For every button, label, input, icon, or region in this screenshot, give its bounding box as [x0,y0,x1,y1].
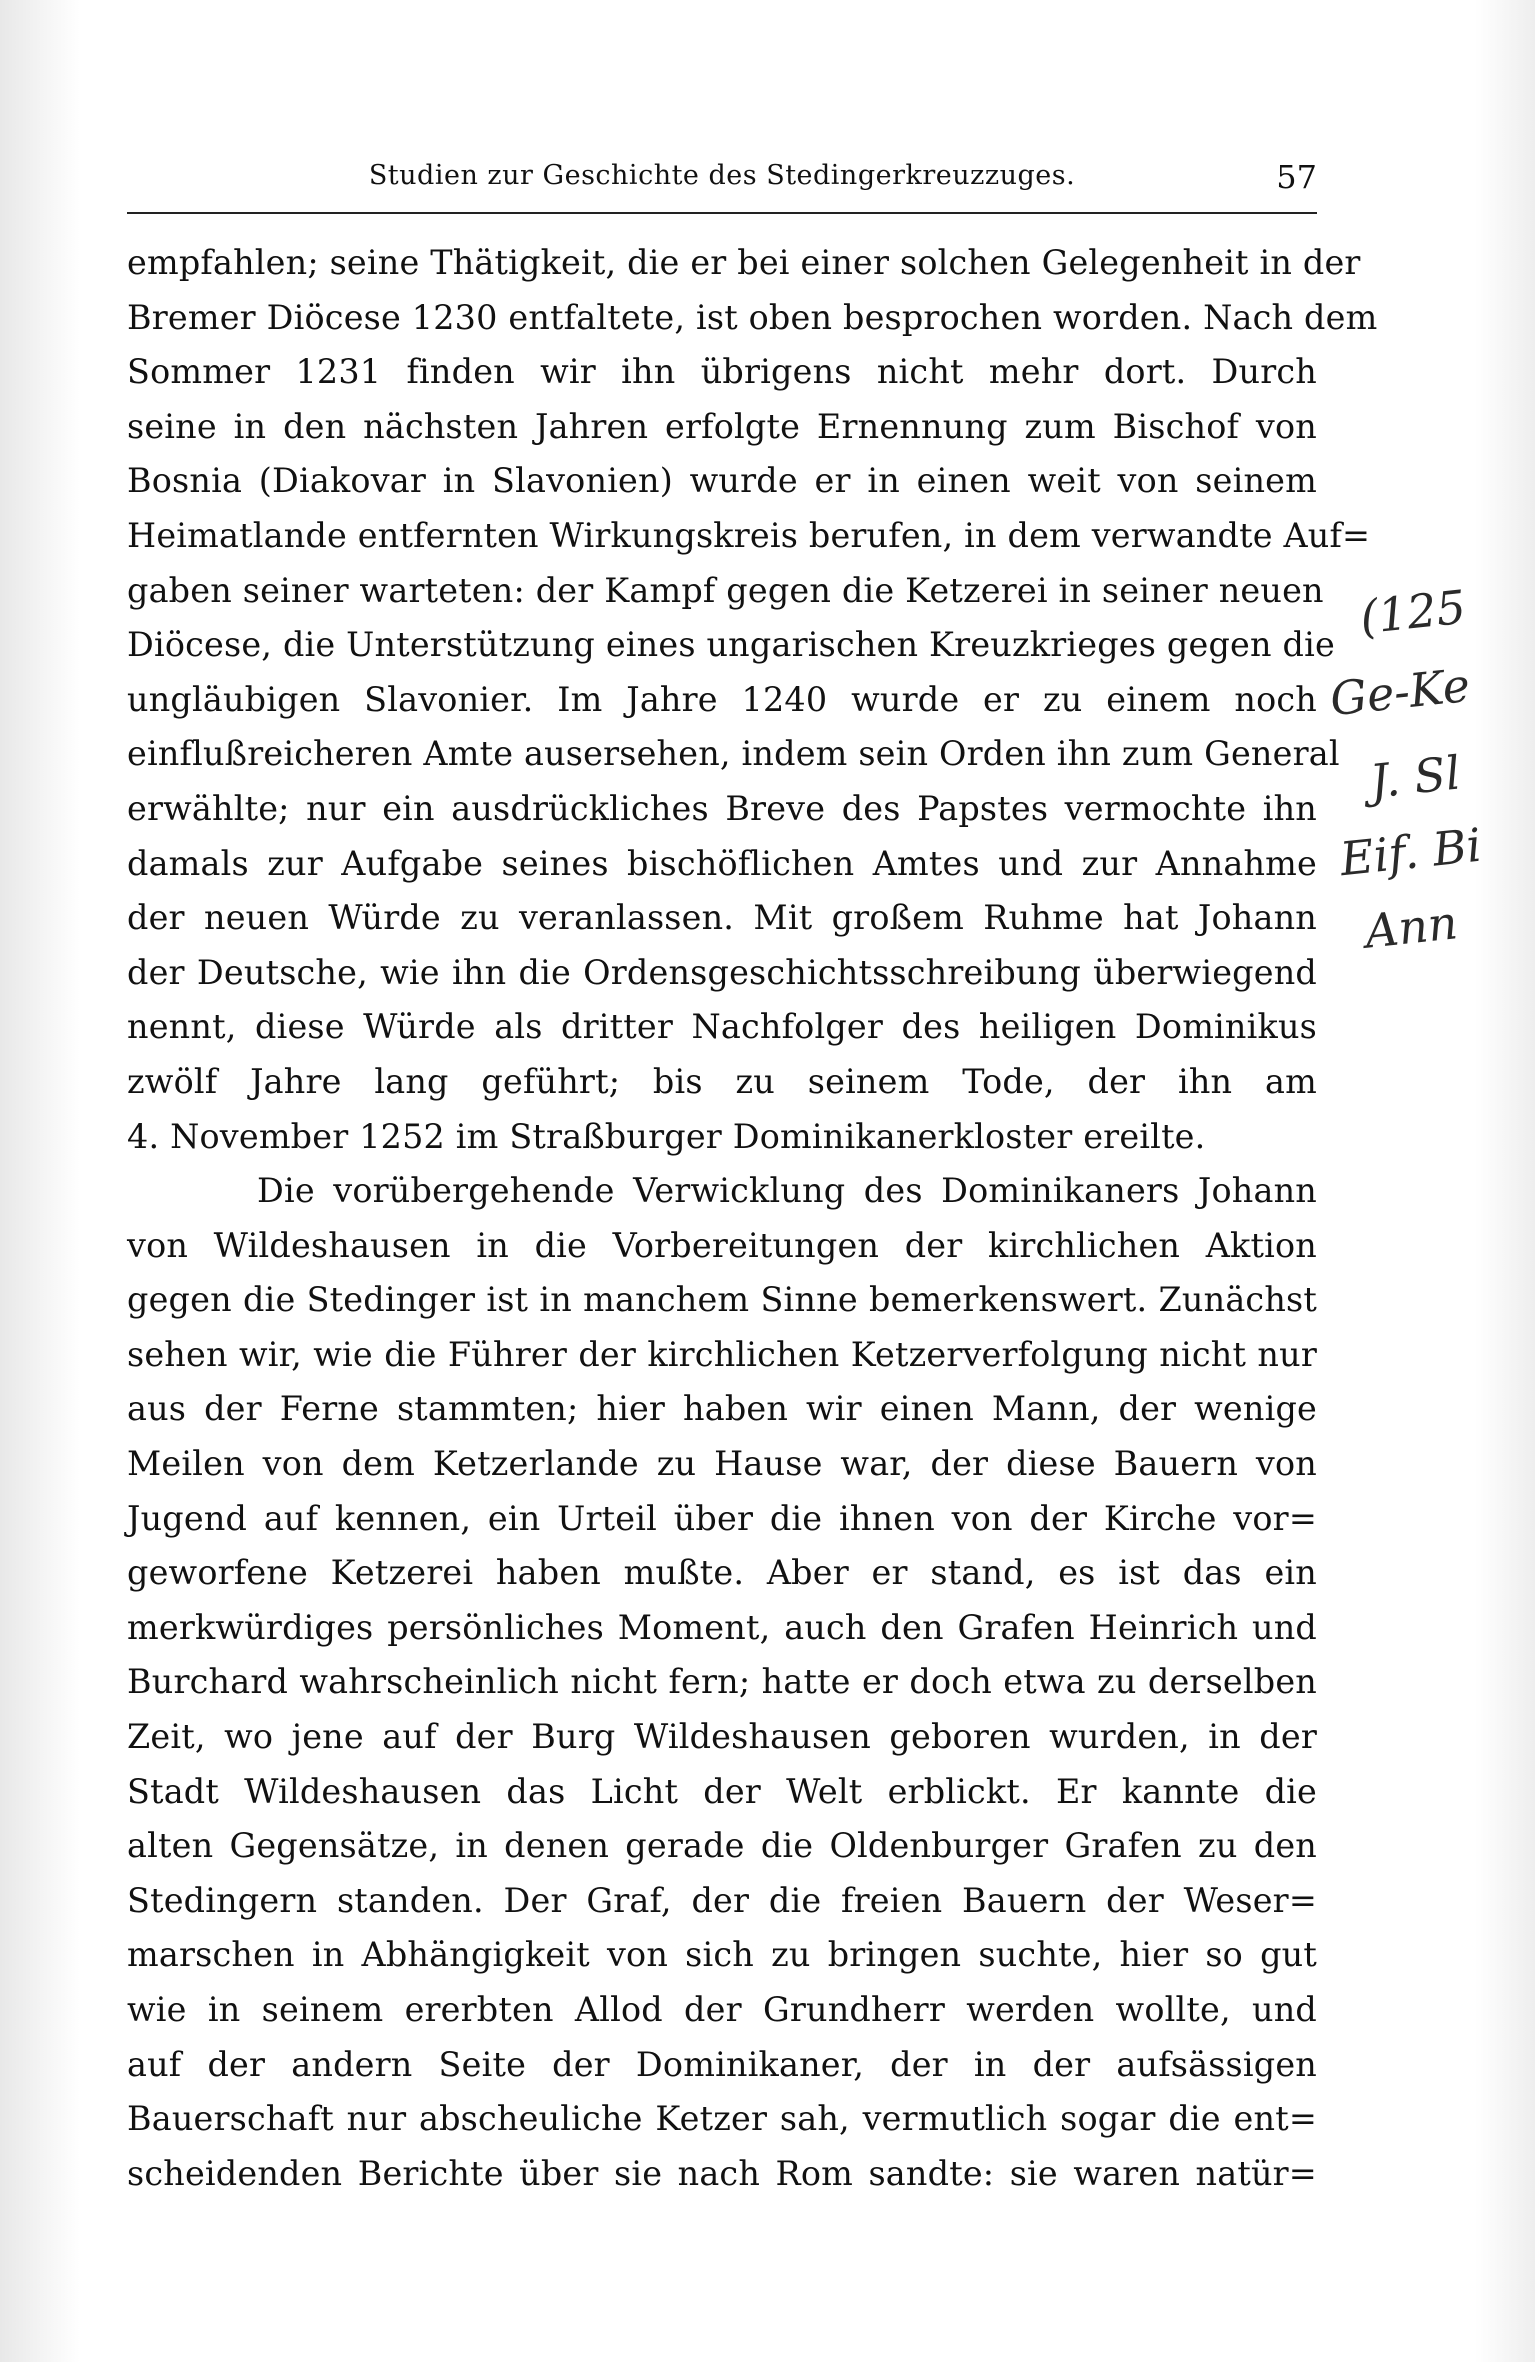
text-line: geworfene Ketzerei haben mußte. Aber er stand, es ist das ein [127,1553,1317,1593]
text-line: nennt, diese Würde als dritter Nachfolger des heiligen Dominikus [127,1007,1317,1047]
text-line: gegen die Stedinger ist in manchem Sinne bemerkenswert. Zunächst [127,1280,1317,1320]
body-text [127,236,1378,2201]
page-number: 57 [1276,158,1317,196]
text-line: Sommer 1231 finden wir ihn übrigens nicht mehr dort. Durch [127,352,1317,392]
text-line: seine in den nächsten Jahren erfolgte Ernennung zum Bischof von [127,406,1317,446]
text-line: marschen in Abhängigkeit von sich zu bringen suchte, hier so gut [127,1935,1317,1975]
text-line: ungläubigen Slavonier. Im Jahre 1240 wurde er zu einem noch [127,679,1317,719]
running-header [127,150,1317,214]
text-line: Die vorübergehende Verwicklung des Dominikaners Johann [257,1171,1317,1211]
text-line: Stadt Wildeshausen das Licht der Welt erblickt. Er kannte die [127,1771,1317,1811]
text-line: Stedingern standen. Der Graf, der die freien Bauern der Weser= [127,1880,1317,1920]
margin-note: J. Sl [1367,745,1463,809]
text-line: von Wildeshausen in die Vorbereitungen der kirchlichen Aktion [127,1225,1317,1265]
text-line: Bauerschaft nur abscheuliche Ketzer sah, vermutlich sogar die ent= [127,2099,1317,2139]
text-line: zwölf Jahre lang geführt; bis zu seinem Tode, der ihn am [127,1061,1317,1101]
text-line: Jugend auf kennen, ein Urteil über die ihnen von der Kirche vor= [127,1498,1317,1538]
text-line: aus der Ferne stammten; hier haben wir einen Mann, der wenige [127,1389,1317,1429]
text-line: scheidenden Berichte über sie nach Rom sandte: sie waren natür= [127,2153,1317,2193]
text-line: Heimatlande entfernten Wirkungskreis berufen, in dem verwandte Auf= [127,515,1371,555]
text-line: Diöcese, die Unterstützung eines ungarischen Kreuzkrieges gegen die [127,625,1335,665]
text-line: alten Gegensätze, in denen gerade die Oldenburger Grafen zu den [127,1826,1317,1866]
margin-note: Eif. Bi [1337,817,1484,887]
scan-left-edge [0,0,80,2362]
text-line: Burchard wahrscheinlich nicht fern; hatte er doch etwa zu derselben [127,1662,1317,1702]
text-line: 4. November 1252 im Straßburger Dominikanerkloster ereilte. [127,1116,1206,1156]
margin-note: Ann [1362,895,1461,959]
text-line: auf der andern Seite der Dominikaner, der in der aufsässigen [127,2044,1317,2084]
text-line: der neuen Würde zu veranlassen. Mit großem Ruhme hat Johann [127,898,1317,938]
running-title: Studien zur Geschichte des Stedingerkreuzzuges. [368,160,1076,191]
text-line: wie in seinem ererbten Allod der Grundherr werden wollte, und [127,1990,1317,2029]
text-line: Bosnia (Diakovar in Slavonien) wurde er in einen weit von seinem [127,461,1317,501]
text-line: merkwürdiges persönliches Moment, auch den Grafen Heinrich und [127,1607,1317,1647]
text-line: erwählte; nur ein ausdrückliches Breve des Papstes vermochte ihn [127,788,1317,828]
text-line: der Deutsche, wie ihn die Ordensgeschichtsschreibung überwiegend [127,952,1317,992]
text-line: damals zur Aufgabe seines bischöflichen Amtes und zur Annahme [127,843,1317,883]
margin-note: (125 [1357,579,1469,645]
text-line: empfahlen; seine Thätigkeit, die er bei einer solchen Gelegenheit in der [127,243,1361,282]
margin-note: Ge-Ke [1327,657,1473,727]
text-line: Zeit, wo jene auf der Burg Wildeshausen geboren wurden, in der [127,1717,1317,1757]
text-line: Meilen von dem Ketzerlande zu Hause war, der diese Bauern von [127,1444,1317,1484]
text-line: sehen wir, wie die Führer der kirchlichen Ketzerverfolgung nicht nur [127,1334,1317,1374]
scan-right-edge [1475,0,1535,2362]
text-line: gaben seiner warteten: der Kampf gegen die Ketzerei in seiner neuen [127,570,1324,610]
handwritten-margin-notes [1320,555,1500,975]
text-line: Bremer Diöcese 1230 entfaltete, ist oben besprochen worden. Nach dem [127,297,1378,337]
text-line: einflußreicheren Amte ausersehen, indem sein Orden ihn zum General [127,734,1340,774]
book-page [127,150,1378,2201]
